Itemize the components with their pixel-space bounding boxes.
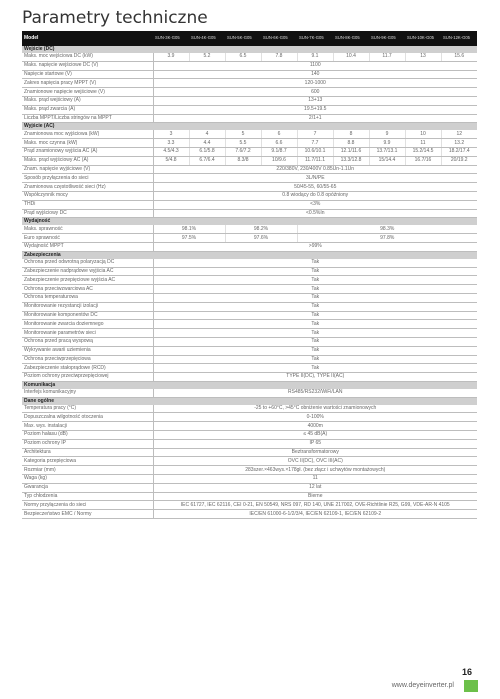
table-row [22,483,477,492]
row-value: 0-100% [153,413,477,422]
row-label: Ochrona przeciwprzepięciowa [22,355,153,364]
row-label: Maks. prąd zwarcia (A) [22,105,153,114]
row-value: 15.6 [441,53,477,61]
row-value: 13 [405,53,441,61]
section-title: Wydajność [22,218,477,226]
row-value: 7.8 [261,53,297,61]
table-row [22,413,477,422]
row-value: IP 65 [153,439,477,448]
row-label: Kategoria przepięciowa [22,457,153,466]
table-row [22,492,477,501]
model-name: SUN-8K-G05 [333,31,369,46]
table-row [22,96,477,105]
row-value: 8.3/8 [225,156,261,165]
row-value: Tak [153,302,477,311]
model-name: SUN-5K-G05 [225,31,261,46]
row-label: Poziom ochrony IP [22,439,153,448]
table-row [22,389,477,397]
row-label: Znamionowa moc wyjściowa (kW) [22,130,153,138]
row-value: 5/4.8 [153,156,189,165]
table-row [22,431,477,440]
row-value: 7 [297,130,333,138]
row-value: 98.2% [225,225,297,233]
model-header-label: Model [22,31,153,46]
table-row [22,337,477,346]
row-label: Rozmiar (mm) [22,466,153,475]
row-value: <3% [153,200,477,209]
row-value: 15/14.4 [369,156,405,165]
row-label: Bezpieczeństwo EMC / Normy [22,510,153,519]
row-value: 16.7/16 [405,156,441,165]
row-label: Maks. prąd wejściowy (A) [22,96,153,105]
row-value: 13.2 [441,139,477,148]
row-value: 12 lat [153,483,477,492]
row-value: 2/1+1 [153,114,477,123]
row-value: Tak [153,346,477,355]
row-label: Interfejs komunikacyjny [22,389,153,397]
table-row [22,139,477,148]
row-value: <0.5%In [153,209,477,218]
row-label: THDi [22,200,153,209]
row-value: 5.5 [225,139,261,148]
row-label: Maks. sprawność [22,225,153,233]
row-value: 9.1 [297,53,333,61]
table-row [22,405,477,413]
row-label: Zabezpieczenie nadprądowe wyjścia AC [22,267,153,276]
table-row [22,285,477,294]
row-value: 3 [153,130,189,138]
page-number: 16 [461,667,472,677]
table-row [22,302,477,311]
row-value: Tak [153,320,477,329]
row-value: Tak [153,285,477,294]
row-value: 3.9 [153,53,189,61]
section-title: Komunikacja [22,381,477,389]
row-value: 1100 [153,61,477,70]
row-value: 8 [333,130,369,138]
table-row [22,501,477,510]
row-label: Wykrywanie awarii uziemienia [22,346,153,355]
row-label: Monitorowanie rezystancji izolacji [22,302,153,311]
row-label: Ochrona przed pracą wyspową [22,337,153,346]
row-value: 10 [405,130,441,138]
table-row [22,422,477,431]
row-value: 10.6/10.1 [297,147,333,156]
row-value: 7.7 [297,139,333,148]
footer-url[interactable]: www.deyeinverter.pl [391,682,454,689]
table-header-row [22,31,477,46]
table-row [22,242,477,251]
table-row [22,53,477,61]
row-value: -25 to +60°C, >45°C obniżenie wartości znamionowych [153,405,477,413]
row-value: 3L/N/PE [153,174,477,183]
row-value: 283szer.×463wys.×178gł. (bez złącz i uchwytów montażowych) [153,466,477,475]
row-value: 9.9 [369,139,405,148]
row-value: 6.7/6.4 [189,156,225,165]
row-value: 0.8 wiodący do 0.8 opóźniony [153,191,477,200]
row-value: ≤ 45 dB(A) [153,431,477,440]
section-header-row [22,397,477,405]
row-value: TYPE II(DC), TYPE II(AC) [153,373,477,382]
row-label: Znamionowe napięcie wejściowe (V) [22,88,153,97]
table-row [22,225,477,233]
table-row [22,311,477,320]
table-row [22,147,477,156]
table-row [22,70,477,79]
row-value: 10.4 [333,53,369,61]
row-value: >99% [153,242,477,251]
row-label: Temperatura pracy (°C) [22,405,153,413]
row-value: 12.1/11.6 [333,147,369,156]
model-name: SUN-4K-G05 [189,31,225,46]
row-value: 13+13 [153,96,477,105]
model-name: SUN-9K-G05 [369,31,405,46]
row-value: 6 [261,130,297,138]
row-value: 98.3% [297,225,477,233]
row-value: Tak [153,267,477,276]
table-row [22,259,477,267]
row-label: Zakres napięcia pracy MPPT (V) [22,79,153,88]
table-row [22,114,477,123]
row-value: 4000m [153,422,477,431]
row-label: Monitorowanie parametrów sieci [22,329,153,338]
row-value: 50/45-55, 60/55-65 [153,183,477,192]
table-row [22,329,477,338]
row-value: 15.2/14.5 [405,147,441,156]
row-label: Ochrona przeciwzwarciowa AC [22,285,153,294]
model-name: SUN-10K-G05 [405,31,441,46]
row-value: Bierne [153,492,477,501]
row-value: 11 [405,139,441,148]
footer-accent-bar [464,680,478,692]
table-row [22,355,477,364]
row-label: Max. wys. instalacji [22,422,153,431]
row-value: Tak [153,276,477,285]
row-value: 6.5 [225,53,261,61]
row-value: 3.3 [153,139,189,148]
row-label: Napięcie startowe (V) [22,70,153,79]
row-value: 13.7/13.1 [369,147,405,156]
table-row [22,156,477,165]
table-row [22,510,477,519]
section-title: Zabezpieczenia [22,251,477,259]
table-row [22,364,477,373]
row-label: Maks. napięcie wejściowe DC (V) [22,61,153,70]
row-label: Monitorowanie zwarcia doziemnego [22,320,153,329]
table-row [22,276,477,285]
row-value: 6.1/5.8 [189,147,225,156]
table-row [22,105,477,114]
row-label: Maks. moc wejściowa DC (kW) [22,53,153,61]
table-row [22,457,477,466]
section-title: Wyjście (AC) [22,123,477,131]
row-value: 600 [153,88,477,97]
row-value: 4.5/4.3 [153,147,189,156]
table-row [22,79,477,88]
row-value: 97.8% [297,234,477,243]
row-label: Ochrona temperaturowa [22,293,153,302]
spec-table-body [22,31,477,519]
row-label: Typ chłodzenia [22,492,153,501]
row-value: Beztransformatorowy [153,448,477,457]
table-row [22,448,477,457]
table-row [22,200,477,209]
row-label: Prąd wyjściowy DC [22,209,153,218]
row-value: 18.2/17.4 [441,147,477,156]
row-label: Normy przyłączenia do sieci [22,501,153,510]
page-title: Parametry techniczne [22,8,208,28]
row-label: Waga (kg) [22,475,153,484]
table-row [22,293,477,302]
section-header-row [22,218,477,226]
section-header-row [22,46,477,53]
row-value: Tak [153,337,477,346]
row-value: 5 [225,130,261,138]
table-row [22,130,477,138]
row-value: IEC 61727, IEC 62116, CEI 0-21, EN 50549, NRS 097, RD 140, UNE 217002, OVE-Richtlinie R25, G99, VDE-AR-N 4105 [153,501,477,510]
row-label: Poziom ochrony przeciwprzepięciowej [22,373,153,382]
table-row [22,320,477,329]
row-label: Architektura [22,448,153,457]
row-label: Zabezpieczenie przepięciowe wyjścia AC [22,276,153,285]
row-label: Poziom hałasu (dB) [22,431,153,440]
table-row [22,191,477,200]
row-value: 97.6% [225,234,297,243]
row-value: IEC/EN 61000-6-1/2/3/4, IEC/EN 62109-1, IEC/EN 62109-2 [153,510,477,519]
row-label: Monitorowanie komponentów DC [22,311,153,320]
table-row [22,346,477,355]
section-title: Wejście (DC) [22,46,477,53]
row-value: 6.6 [261,139,297,148]
row-value: 11.7 [369,53,405,61]
table-row [22,209,477,218]
row-label: Zabezpieczenie stałoprądowe (RCD) [22,364,153,373]
row-value: Tak [153,364,477,373]
row-value: 20/19.2 [441,156,477,165]
table-row [22,174,477,183]
table-row [22,88,477,97]
row-value: Tak [153,329,477,338]
table-row [22,373,477,382]
row-value: Tak [153,311,477,320]
row-value: 13.3/12.8 [333,156,369,165]
model-name: SUN-7K-G05 [297,31,333,46]
row-value: 19.5+19.5 [153,105,477,114]
row-value: Tak [153,355,477,364]
row-value: 11.7/11.1 [297,156,333,165]
row-value: 98.1% [153,225,225,233]
section-header-row [22,123,477,131]
row-value: 120-1000 [153,79,477,88]
table-row [22,267,477,276]
row-label: Gwarancja [22,483,153,492]
model-name: SUN-3K-G05 [153,31,189,46]
row-value: 97.5% [153,234,225,243]
row-label: Maks. moc czynna (kW) [22,139,153,148]
row-value: 11 [153,475,477,484]
row-label: Euro sprawność [22,234,153,243]
row-value: RS485/RS232/WiFi/LAN [153,389,477,397]
row-label: Znamionowa częstotliwość sieci (Hz) [22,183,153,192]
row-value: 140 [153,70,477,79]
model-name: SUN-6K-G05 [261,31,297,46]
row-value: Tak [153,259,477,267]
table-row [22,165,477,174]
table-row [22,183,477,192]
model-name: SUN-12K-G05 [441,31,477,46]
row-value: Tak [153,293,477,302]
row-label: Współczynnik mocy [22,191,153,200]
row-label: Liczba MPPT/Liczba stringów na MPPT [22,114,153,123]
row-value: 4 [189,130,225,138]
row-value: 8.8 [333,139,369,148]
row-value: 9 [369,130,405,138]
row-value: 12 [441,130,477,138]
row-value: 5.2 [189,53,225,61]
row-value: 7.6/7.2 [225,147,261,156]
table-row [22,475,477,484]
row-value: 220/380V, 230/400V 0.85Un-1.1Un [153,165,477,174]
row-value: 4.4 [189,139,225,148]
row-label: Ochrona przed odwrotną polaryzacją DC [22,259,153,267]
table-row [22,234,477,243]
row-value: OVC II(DC), OVC III(AC) [153,457,477,466]
section-header-row [22,381,477,389]
row-label: Prąd znamionowy wyjścia AC (A) [22,147,153,156]
table-row [22,61,477,70]
section-title: Dane ogólne [22,397,477,405]
row-label: Wydajność MPPT [22,242,153,251]
row-label: Sposób przyłączenia do sieci [22,174,153,183]
row-value: 9.1/8.7 [261,147,297,156]
row-value: 10/9.6 [261,156,297,165]
row-label: Znam. napięcie wyjściowe (V) [22,165,153,174]
spec-table [22,31,477,519]
section-header-row [22,251,477,259]
row-label: Dopuszczalna wilgotność otoczenia [22,413,153,422]
row-label: Maks. prąd wyjściowy AC (A) [22,156,153,165]
table-row [22,466,477,475]
table-row [22,439,477,448]
